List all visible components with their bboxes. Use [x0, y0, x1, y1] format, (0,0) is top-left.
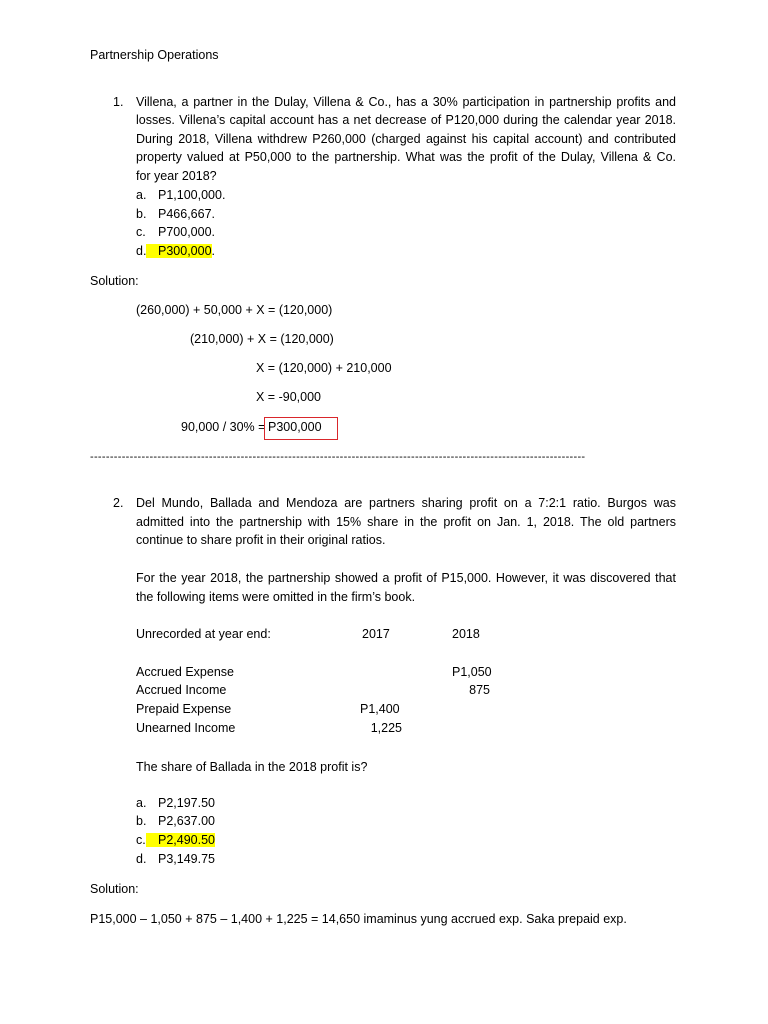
- question-1-number: 1.: [113, 95, 124, 109]
- highlighted-answer: P300,000: [146, 244, 212, 258]
- table-header-label: Unrecorded at year end:: [136, 627, 271, 641]
- solution-step: X = (120,000) + 210,000: [256, 361, 392, 375]
- table-cell-2018: P1,050: [452, 665, 492, 679]
- question-2-line: For the year 2018, the partnership showed a profit of P15,000. However, it was discovered that: [136, 571, 676, 585]
- question-2-line: Del Mundo, Ballada and Mendoza are partners sharing profit on a 7:2:1 ratio. Burgos was: [136, 496, 676, 510]
- solution-label: Solution:: [90, 274, 139, 288]
- table-row-label: Accrued Income: [136, 683, 227, 697]
- choice-text: P2,637.00: [158, 814, 215, 828]
- table-cell-2018: 875: [469, 683, 490, 697]
- separator-line: -----------------------------------------------------------------------------------------------------------------------------: [90, 451, 586, 463]
- choice-text: P3,149.75: [158, 852, 215, 866]
- highlighted-answer: P2,490.50: [146, 833, 215, 847]
- question-2-line: the following items were omitted in the firm’s book.: [136, 590, 416, 604]
- choice-text: P1,100,000.: [158, 188, 226, 202]
- question-1-line: losses. Villena’s capital account has a net decrease of P120,000 during the calendar year 2018.: [136, 113, 676, 127]
- answer-box: [264, 417, 338, 440]
- choice-letter: d.: [136, 852, 147, 866]
- choice-letter: b.: [136, 207, 147, 221]
- question-1-line: Villena, a partner in the Dulay, Villena & Co., has a 30% participation in partnership profits and: [136, 95, 676, 109]
- choice-text-answer: [146, 832, 215, 848]
- question-2-number: 2.: [113, 496, 124, 510]
- choice-letter: a.: [136, 796, 147, 810]
- choice-text: P466,667.: [158, 207, 215, 221]
- choice-letter: a.: [136, 188, 147, 202]
- solution-step: X = -90,000: [256, 390, 321, 404]
- solution-step: (260,000) + 50,000 + X = (120,000): [136, 303, 333, 317]
- table-cell-2017: P1,400: [360, 702, 400, 716]
- question-2-line: continue to share profit in their original ratios.: [136, 533, 386, 547]
- question-1-line: property valued at P50,000 to the partnership. What was the profit of the Dulay, Villena & Co.: [136, 150, 676, 164]
- table-row-label: Prepaid Expense: [136, 702, 232, 716]
- choice-letter: c.: [136, 225, 146, 239]
- question-2-prompt: The share of Ballada in the 2018 profit is?: [136, 760, 368, 774]
- choice-letter: d.: [136, 244, 147, 258]
- solution-final-left: 90,000 / 30% =: [181, 420, 266, 434]
- choice-text-answer: [146, 243, 215, 259]
- choice-text: P700,000.: [158, 225, 215, 239]
- choice-letter: b.: [136, 814, 147, 828]
- table-header-2017: 2017: [362, 627, 390, 641]
- table-row-label: Accrued Expense: [136, 665, 234, 679]
- question-1-line: for year 2018?: [136, 169, 217, 183]
- question-1-line: During 2018, Villena withdrew P260,000 (charged against his capital account) and contributed: [136, 132, 676, 146]
- solution-label: Solution:: [90, 882, 139, 896]
- choice-suffix: .: [211, 244, 216, 258]
- question-2-line: admitted into the partnership with 15% share in the profit on Jan. 1, 2018. The old partners: [136, 515, 676, 529]
- table-header-2018: 2018: [452, 627, 480, 641]
- table-cell-2017: 1,225: [370, 721, 402, 735]
- solution-line: P15,000 – 1,050 + 875 – 1,400 + 1,225 = 14,650 imaminus yung accrued exp. Saka prepaid exp.: [90, 912, 627, 926]
- solution-final-answer: P300,000: [268, 420, 322, 434]
- choice-letter: c.: [136, 833, 146, 847]
- table-row-label: Unearned Income: [136, 721, 236, 735]
- choice-text: P2,197.50: [158, 796, 215, 810]
- page-title: Partnership Operations: [90, 48, 219, 62]
- solution-step: (210,000) + X = (120,000): [190, 332, 334, 346]
